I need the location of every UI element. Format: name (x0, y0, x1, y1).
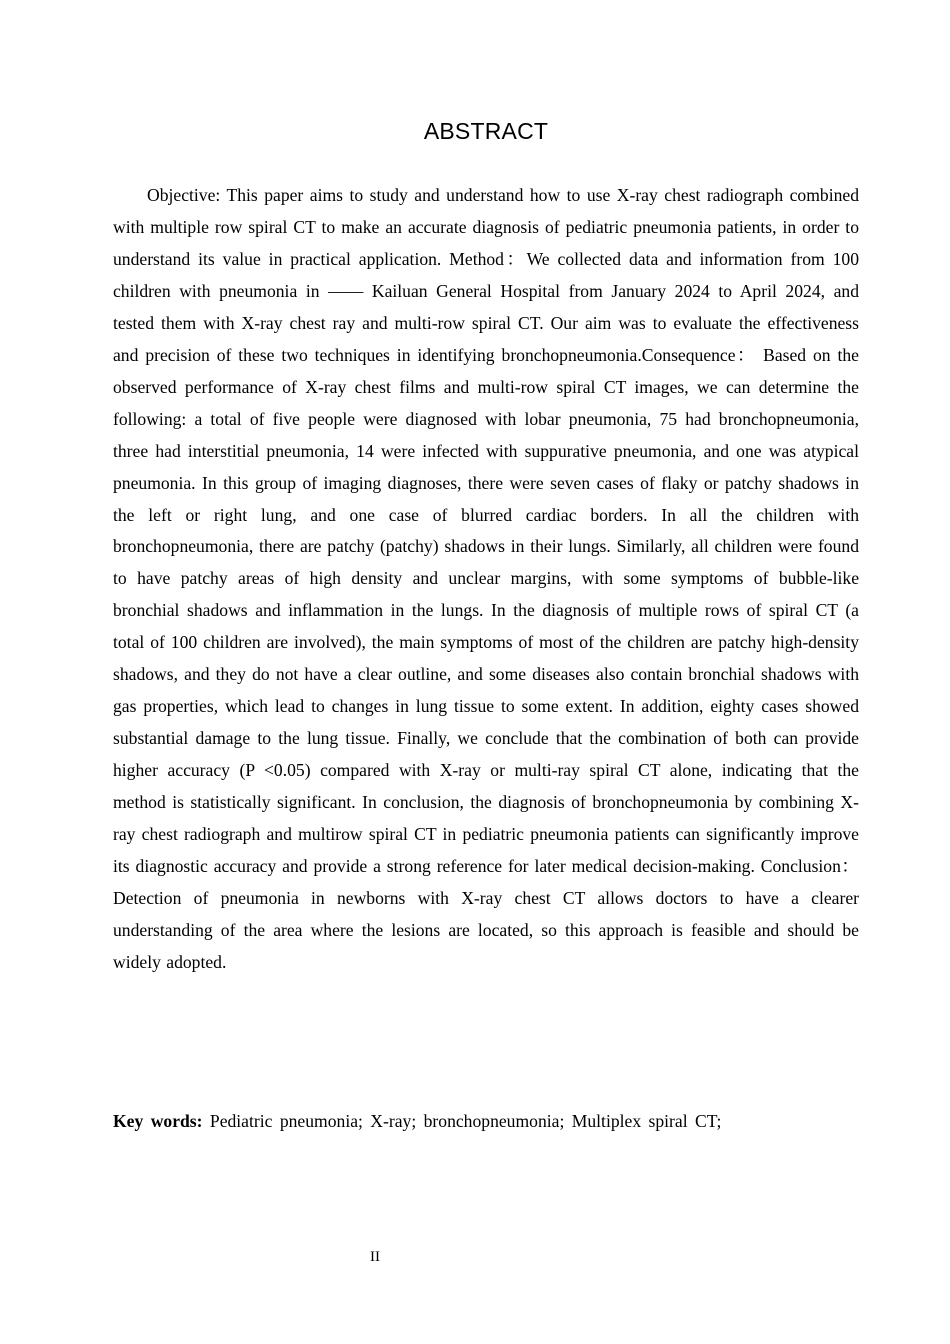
abstract-heading: ABSTRACT (423, 118, 549, 144)
keywords-line (113, 1105, 859, 1137)
keywords-label: Key words: (113, 1111, 203, 1131)
keywords-text: Pediatric pneumonia; X-ray; bronchopneumonia; Multiplex spiral CT; (209, 1111, 722, 1131)
abstract-body: Objective: This paper aims to study and understand how to use X-ray chest radiograph combined with multiple row spiral CT to make an accurate diagnosis of pediatric pneumonia patients, in order to understand its value in practical application. Method：We collected data and information from 100 children with pneumonia in —— Kailuan General Hospital from January 2024 to April 2024, and tested them with X-ray chest ray and multi-row spiral CT. Our aim was to evaluate the effectiveness and precision of these two techniques in identifying bronchopneumonia.Consequence： Based on the observed performance of X-ray chest films and multi-row spiral CT images, we can determine the following: a total of five people were diagnosed with lobar pneumonia, 75 had bronchopneumonia, three had interstitial pneumonia, 14 were infected with suppurative pneumonia, and one was atypical pneumonia. In this group of imaging diagnoses, there were seven cases of flaky or patchy shadows in the left or right lung, and one case of blurred cardiac borders. In all the children with bronchopneumonia, there are patchy (patchy) shadows in their lungs. Similarly, all children were found to have patchy areas of high density and unclear margins, with some symptoms of bubble-like bronchial shadows and inflammation in the lungs. In the diagnosis of multiple rows of spiral CT (a total of 100 children are involved), the main symptoms of most of the children are patchy high-density shadows, and they do not have a clear outline, and some diseases also contain bronchial shadows with gas properties, which lead to changes in lung tissue to some extent. In addition, eighty cases showed substantial damage to the lung tissue. Finally, we conclude that the combination of both can provide higher accuracy (P <0.05) compared with X-ray or multi-ray spiral CT alone, indicating that the method is statistically significant. In conclusion, the diagnosis of bronchopneumonia by combining X-ray chest radiograph and multirow spiral CT in pediatric pneumonia patients can significantly improve its diagnostic accuracy and provide a strong reference for later medical decision-making. Conclusion：Detection of pneumonia in newborns with X-ray chest CT allows doctors to have a clearer understanding of the area where the lesions are located, so this approach is feasible and should be widely adopted. (113, 185, 859, 972)
page-number: II (370, 1249, 380, 1265)
